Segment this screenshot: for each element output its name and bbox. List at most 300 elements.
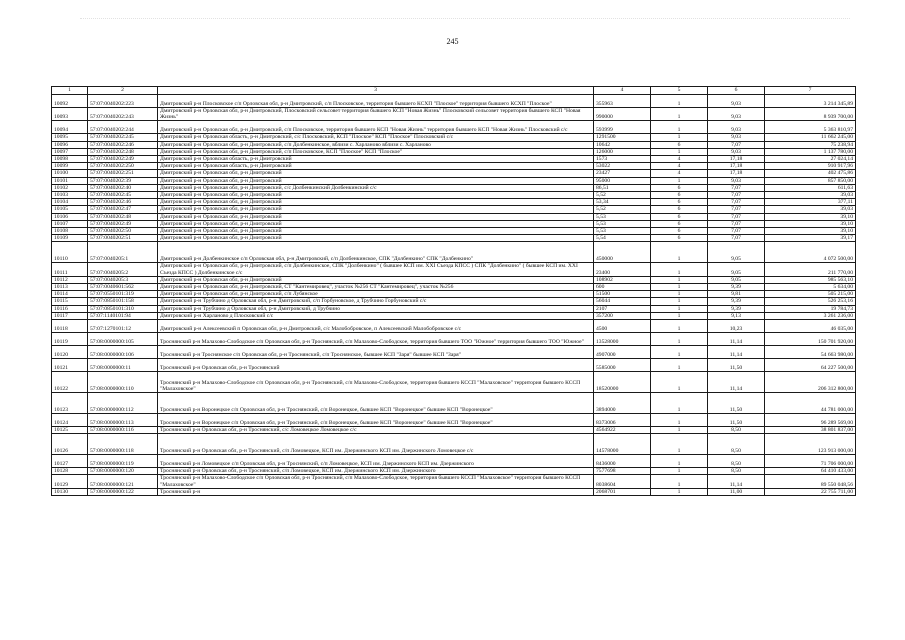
cadastral-value: 4 072 500,00 [765, 242, 856, 263]
record-number: 10121 [52, 359, 88, 372]
rate: 9,05 [708, 276, 765, 283]
cadastral-number: 57:08:0000000:120 [88, 468, 158, 475]
table-row [52, 298, 856, 305]
cadastral-number: 57:07:0040202:46 [88, 199, 158, 206]
table-row [52, 206, 856, 213]
column-number: 6 [708, 87, 765, 95]
area: 4564922 [594, 427, 651, 434]
record-number: 10127 [52, 455, 88, 468]
rate: 7,07 [708, 141, 765, 148]
record-number: 10107 [52, 220, 88, 227]
rate: 7,07 [708, 235, 765, 242]
cadastral-number: 57:07:0850101:158 [88, 298, 158, 305]
area: 1573 [594, 156, 651, 163]
record-number: 10118 [52, 320, 88, 333]
cadastral-value: 19 784,73 [765, 305, 856, 312]
table-row [52, 141, 856, 148]
table-row [52, 434, 856, 455]
category-code: 1 [651, 346, 708, 359]
cadastral-number: 57:07:0040205:2 [88, 263, 158, 276]
table-row [52, 170, 856, 177]
table-row [52, 148, 856, 155]
cadastral-value: 89 550 048,56 [765, 475, 856, 488]
area: 7577698 [594, 468, 651, 475]
category-code: 6 [651, 235, 708, 242]
location-description: Дмитровский р-н Орловская обл, р-н Дмитровский, СТ "Кантемировец", участок №256 СТ "Кантемировец", участок №256 [158, 284, 594, 291]
rate: 9,39 [708, 305, 765, 312]
column-number: 3 [158, 87, 594, 95]
table-row [52, 177, 856, 184]
rate: 9,39 [708, 284, 765, 291]
cadastral-value: 611,63 [765, 184, 856, 191]
rate: 9,03 [708, 148, 765, 155]
location-description: Троснянский р-н Орловская обл, р-н Троснянский, с/п Ломовецкое, КСП им. Дзержинского КСП им. Дзержинского Ломовецкое с/с [158, 434, 594, 455]
cadastral-value: 526 253,16 [765, 298, 856, 305]
area: 126000 [594, 148, 651, 155]
location-description: Троснянский р-н Малахово-Слободское с/п Орловская обл, р-н Троснянский, с/п Малахово-Слободское, территория бывшего КССП "Малаховское" территория бывшего КССП "Малаховское" [158, 475, 594, 488]
cadastral-number: 57:08:0000000:116 [88, 427, 158, 434]
location-description: Троснянский р-н Воронецкое с/п Орловская обл, р-н Троснянский, с/п Воронецкое, бывшее КСП "Воронецкое" бывшее КСП "Воронецкое" [158, 414, 594, 427]
cadastral-number: 57:08:0000000:106 [88, 346, 158, 359]
category-code: 1 [651, 427, 708, 434]
record-number: 10106 [52, 213, 88, 220]
area: 600 [594, 284, 651, 291]
location-description: Дмитровский р-н Орловская обл, р-н Дмитровский [158, 220, 594, 227]
location-description: Троснянский р-н Малахово-Слободское с/п Орловская обл, р-н Троснянский, с/п Малахово-Слободское, территория бывшего КССП "Малаховское" территория бывшего КССП "Малаховское" [158, 372, 594, 393]
scan-noise [80, 18, 850, 21]
table-row [52, 305, 856, 312]
cadastral-value: 39,10 [765, 228, 856, 235]
rate: 9,05 [708, 263, 765, 276]
category-code: 1 [651, 263, 708, 276]
rate: 11,50 [708, 393, 765, 414]
cadastral-number: 57:07:0850101:310 [88, 305, 158, 312]
rate: 9,39 [708, 298, 765, 305]
location-description: Дмитровский р-н Орловская обл, р-н Дмитровский, с/п Долбенкинское, СПК "Долбенкино" ( бывшее КСП им. XXI Съезда КПСС ) СПК "Долбенкино" ( бывшее КСП им. XXI Съезда КПСС ) Долбенкинское с/с [158, 263, 594, 276]
location-description: Дмитровский р-н Трубчино д Орловская обл, р-н Дмитровский, д Трубчино [158, 305, 594, 312]
table-row [52, 312, 856, 319]
location-description: Дмитровский р-н Орловская обл, р-н Дмитровский [158, 213, 594, 220]
table-row [52, 228, 856, 235]
table-row [52, 235, 856, 242]
cadastral-number: 57:07:0040202:244 [88, 121, 158, 134]
area: 450000 [594, 242, 651, 263]
table-row [52, 393, 856, 414]
record-number: 10116 [52, 305, 88, 312]
rate: 10,23 [708, 320, 765, 333]
category-code: 1 [651, 276, 708, 283]
table-row [52, 320, 856, 333]
cadastral-value: 5 363 810,97 [765, 121, 856, 134]
table-row [52, 108, 856, 121]
table-row [52, 220, 856, 227]
record-number: 10099 [52, 163, 88, 170]
category-code: 1 [651, 148, 708, 155]
location-description: Дмитровский р-н Орловская обл, р-н Дмитровский, с/с Долбенкинский Долбенкинский с/с [158, 184, 594, 191]
category-code: 1 [651, 333, 708, 346]
location-description: Дмитровский р-н Орловская область, р-н Дмитровский, с/с Плосковский, КСП "Плоское" КСП "Плоское" Плосковский с/с [158, 134, 594, 141]
area: 13528000 [594, 333, 651, 346]
table-row [52, 156, 856, 163]
rate: 9,81 [708, 291, 765, 298]
cadastral-value: 22 755 711,00 [765, 488, 856, 495]
cadastral-number: 57:07:1140101:94 [88, 312, 158, 319]
table-row [52, 475, 856, 488]
record-number: 10098 [52, 156, 88, 163]
location-description: Троснянский р-н Воронецкое с/п Орловская обл, р-н Троснянский, с/п Воронецкое, бывшее КСП "Воронецкое" бывшее КСП "Воронецкое" [158, 393, 594, 414]
area: 53,34 [594, 199, 651, 206]
cadastral-value: 5 634,00 [765, 284, 856, 291]
category-code: 1 [651, 312, 708, 319]
record-number: 10114 [52, 291, 88, 298]
location-description: Троснянский р-н Орловская обл, р-н Троснянский, с/п Ломовецкое, КСП им. Дзержинского КСП им. Дзержинского [158, 468, 594, 475]
cadastral-number: 57:07:0040202:48 [88, 213, 158, 220]
cadastral-number: 57:07:0040202:243 [88, 108, 158, 121]
table-body [52, 87, 856, 496]
cadastral-number: 57:07:0040202:223 [88, 95, 158, 108]
location-description: Дмитровский р-н Орловская обл, р-н Дмитровский, с/п Долбенкинское, вблизи с. Харланово вблизи с. Харланово [158, 141, 594, 148]
record-number: 10111 [52, 263, 88, 276]
record-number: 10104 [52, 199, 88, 206]
cadastral-value: 64 227 500,00 [765, 359, 856, 372]
column-number: 2 [88, 87, 158, 95]
rate: 9,13 [708, 312, 765, 319]
area: 5585000 [594, 359, 651, 372]
table-row [52, 333, 856, 346]
land-register-table [51, 86, 856, 496]
table-row [52, 427, 856, 434]
location-description: Дмитровский р-н Орловская область, р-н Дмитровский [158, 156, 594, 163]
area: 8436000 [594, 455, 651, 468]
cadastral-value: 71 706 000,00 [765, 455, 856, 468]
cadastral-number: 57:07:0040202:246 [88, 141, 158, 148]
area: 51500 [594, 291, 651, 298]
record-number: 10109 [52, 235, 88, 242]
category-code: 1 [651, 320, 708, 333]
table-row [52, 372, 856, 393]
rate: 9,03 [708, 121, 765, 134]
cadastral-number: 57:08:0000000:110 [88, 372, 158, 393]
cadastral-number: 57:08:0000000:113 [88, 414, 158, 427]
location-description: Дмитровский р-н Орловская обл, р-н Дмитровский [158, 199, 594, 206]
category-code: 1 [651, 121, 708, 134]
rate: 11,50 [708, 359, 765, 372]
table-row [52, 263, 856, 276]
area: 357200 [594, 312, 651, 319]
cadastral-value: 910 917,96 [765, 163, 856, 170]
area: 14578000 [594, 434, 651, 455]
cadastral-value: 39,10 [765, 213, 856, 220]
cadastral-number: 57:08:0000000:121 [88, 475, 158, 488]
record-number: 10110 [52, 242, 88, 263]
category-code: 1 [651, 475, 708, 488]
rate: 9,03 [708, 134, 765, 141]
cadastral-value: 64 410 433,00 [765, 468, 856, 475]
table-row [52, 291, 856, 298]
cadastral-value: 75 238,94 [765, 141, 856, 148]
cadastral-number: 57:07:0040202:49 [88, 220, 158, 227]
record-number: 10108 [52, 228, 88, 235]
cadastral-number: 57:07:0040202:250 [88, 163, 158, 170]
cadastral-value: 39,03 [765, 206, 856, 213]
column-number: 4 [594, 87, 651, 95]
category-code: 1 [651, 134, 708, 141]
area: 10642 [594, 141, 651, 148]
cadastral-value: 857 850,00 [765, 177, 856, 184]
location-description: Троснянский р-н Орловская обл, р-н Троснянский [158, 359, 594, 372]
column-number: 5 [651, 87, 708, 95]
cadastral-number: 57:07:1270101:12 [88, 320, 158, 333]
location-description: Дмитровский р-н Орловская обл, р-н Дмитровский, с/п Плосковское, КСП "Плоское" КСП "Плоское" [158, 148, 594, 155]
rate: 9,05 [708, 242, 765, 263]
rate: 11,14 [708, 372, 765, 393]
area: 593999 [594, 121, 651, 134]
location-description: Дмитровский р-н Орловская обл, р-н Дмитровский [158, 228, 594, 235]
area: 8038604 [594, 475, 651, 488]
category-code: 1 [651, 108, 708, 121]
category-code: 1 [651, 298, 708, 305]
cadastral-value: 44 781 000,00 [765, 393, 856, 414]
cadastral-value: 8 939 700,00 [765, 108, 856, 121]
cadastral-value: 54 663 980,00 [765, 346, 856, 359]
location-description: Дмитровский р-н Алексеевский п Орловская обл, р-н Дмитровский, с/с Малобобровское, п Алексеевский Малобобровское с/с [158, 320, 594, 333]
area: 18520000 [594, 372, 651, 393]
cadastral-value: 211 770,00 [765, 263, 856, 276]
cadastral-value: 39,03 [765, 192, 856, 199]
record-number: 10120 [52, 346, 88, 359]
record-number: 10117 [52, 312, 88, 319]
area: 5,53 [594, 228, 651, 235]
area: 53022 [594, 163, 651, 170]
cadastral-value: 39,10 [765, 220, 856, 227]
rate: 7,07 [708, 213, 765, 220]
table-row [52, 359, 856, 372]
table-row [52, 163, 856, 170]
cadastral-value: 1 137 780,00 [765, 148, 856, 155]
cadastral-number: 57:07:0040202:248 [88, 148, 158, 155]
rate: 7,07 [708, 228, 765, 235]
category-code: 1 [651, 359, 708, 372]
table-row [52, 192, 856, 199]
location-description: Дмитровский р-н Орловская обл, р-н Дмитровский [158, 235, 594, 242]
cadastral-number: 57:07:0040202:249 [88, 156, 158, 163]
table-row [52, 455, 856, 468]
category-code: 6 [651, 184, 708, 191]
area: 5,54 [594, 235, 651, 242]
record-number: 10096 [52, 141, 88, 148]
cadastral-number: 57:08:0000000:122 [88, 488, 158, 495]
record-number: 10113 [52, 284, 88, 291]
table-row [52, 414, 856, 427]
location-description: Дмитровский р-н Орловская обл, р-н Дмитровский [158, 206, 594, 213]
record-number: 10119 [52, 333, 88, 346]
area: 86,51 [594, 184, 651, 191]
rate: 7,07 [708, 220, 765, 227]
record-number: 10101 [52, 177, 88, 184]
category-code: 1 [651, 372, 708, 393]
cadastral-number: 57:07:0040205:3 [88, 276, 158, 283]
area: 4907000 [594, 346, 651, 359]
cadastral-value: 46 035,00 [765, 320, 856, 333]
cadastral-value: 96 289 569,00 [765, 414, 856, 427]
area: 23400 [594, 263, 651, 276]
cadastral-number: 57:07:0040205:1 [88, 242, 158, 263]
record-number: 10112 [52, 276, 88, 283]
cadastral-value: 985 563,10 [765, 276, 856, 283]
category-code: 6 [651, 192, 708, 199]
rate: 17,18 [708, 170, 765, 177]
cadastral-value: 38 801 837,00 [765, 427, 856, 434]
table-row [52, 121, 856, 134]
category-code: 1 [651, 284, 708, 291]
record-number: 10130 [52, 488, 88, 495]
column-number: 1 [52, 87, 88, 95]
location-description: Дмитровский р-н Долбенкинское с/п Орловская обл, р-н Дмитровский, с/п Долбенкинское, СПК "Долбенкино" СПК "Долбенкино" [158, 242, 594, 263]
cadastral-value: 11 662 245,00 [765, 134, 856, 141]
category-code: 6 [651, 206, 708, 213]
area: 1291500 [594, 134, 651, 141]
cadastral-number: 57:07:0040202:251 [88, 170, 158, 177]
table-row [52, 346, 856, 359]
location-description: Дмитровский р-н Орловская обл, р-н Дмитровский, с/п Плосковское, территория бывшего КСП "Новая Жизнь" территория бывшего КСП "Новая Жизнь" Плосковский с/с [158, 121, 594, 134]
location-description: Дмитровский р-н Харланово д Плосковский с/с [158, 312, 594, 319]
cadastral-number: 57:07:0040202:51 [88, 235, 158, 242]
rate: 8,50 [708, 434, 765, 455]
cadastral-number: 57:07:0040202:245 [88, 134, 158, 141]
location-description: Дмитровский р-н Орловская обл, р-н Дмитровский [158, 276, 594, 283]
cadastral-value: 3 261 236,00 [765, 312, 856, 319]
cadastral-number: 57:07:0040601:562 [88, 284, 158, 291]
area: 3894000 [594, 393, 651, 414]
cadastral-value: 206 312 800,00 [765, 372, 856, 393]
area: 5,52 [594, 206, 651, 213]
cadastral-value: 377,11 [765, 199, 856, 206]
category-code: 4 [651, 170, 708, 177]
column-number-row [52, 87, 856, 95]
cadastral-number: 57:07:0040202:40 [88, 184, 158, 191]
record-number: 10123 [52, 393, 88, 414]
category-code: 4 [651, 163, 708, 170]
record-number: 10093 [52, 108, 88, 121]
location-description: Дмитровский р-н Орловская обл, р-н Дмитровский, Плосковский сельсовет территория бывшего КСП "Новая Жизнь" Плосковский сельсовет территория бывшего КСП "Новая Жизнь" [158, 108, 594, 121]
rate: 7,07 [708, 192, 765, 199]
cadastral-value: 27 024,14 [765, 156, 856, 163]
cadastral-number: 57:08:0000000:105 [88, 333, 158, 346]
rate: 8,50 [708, 455, 765, 468]
cadastral-value: 123 913 000,00 [765, 434, 856, 455]
rate: 9,03 [708, 108, 765, 121]
area: 2068701 [594, 488, 651, 495]
cadastral-value: 39,17 [765, 235, 856, 242]
rate: 8,50 [708, 468, 765, 475]
location-description: Троснянский р-н Орловская обл, р-н Троснянский, с/с Ломовецкое Ломовецкое с/с [158, 427, 594, 434]
rate: 9,03 [708, 177, 765, 184]
cadastral-value: 3 214 345,89 [765, 95, 856, 108]
rate: 7,07 [708, 184, 765, 191]
cadastral-number: 57:07:0040202:39 [88, 177, 158, 184]
category-code: 6 [651, 141, 708, 148]
area: 8373006 [594, 414, 651, 427]
record-number: 10126 [52, 434, 88, 455]
rate: 7,07 [708, 206, 765, 213]
cadastral-number: 57:08:0000000:11 [88, 359, 158, 372]
category-code: 6 [651, 228, 708, 235]
category-code: 1 [651, 305, 708, 312]
area: 990000 [594, 108, 651, 121]
area: 5,53 [594, 213, 651, 220]
rate: 11,50 [708, 414, 765, 427]
area: 355963 [594, 95, 651, 108]
location-description: Дмитровский р-н Орловская обл, р-н Дмитровский [158, 192, 594, 199]
cadastral-value: 505 215,00 [765, 291, 856, 298]
rate: 11,00 [708, 488, 765, 495]
location-description: Дмитровский р-н Орловская обл, р-н Дмитровский, с/п Лубянское [158, 291, 594, 298]
record-number: 10094 [52, 121, 88, 134]
table-row [52, 95, 856, 108]
table-row [52, 468, 856, 475]
rate: 9,03 [708, 95, 765, 108]
record-number: 10097 [52, 148, 88, 155]
category-code: 1 [651, 177, 708, 184]
category-code: 6 [651, 220, 708, 227]
rate: 11,14 [708, 475, 765, 488]
category-code: 1 [651, 468, 708, 475]
cadastral-value: 150 701 920,00 [765, 333, 856, 346]
category-code: 1 [651, 434, 708, 455]
rate: 11,14 [708, 333, 765, 346]
area: 2107 [594, 305, 651, 312]
location-description: Троснянский р-н Ломовецкое с/п Орловская обл, р-н Троснянский, с/п Ломовецкое, КСП им. Дзержинского КСП им. Дзержинского [158, 455, 594, 468]
area: 108902 [594, 276, 651, 283]
record-number: 10129 [52, 475, 88, 488]
location-description: Троснянский р-н [158, 488, 594, 495]
record-number: 10125 [52, 427, 88, 434]
column-number: 7 [765, 87, 856, 95]
category-code: 6 [651, 213, 708, 220]
location-description: Дмитровский р-н Орловская обл, р-н Дмитровский [158, 170, 594, 177]
cadastral-number: 57:07:0040202:45 [88, 192, 158, 199]
cadastral-number: 57:07:0550101:319 [88, 291, 158, 298]
cadastral-number: 57:08:0000000:119 [88, 455, 158, 468]
area: 56044 [594, 298, 651, 305]
table-row [52, 134, 856, 141]
rate: 17,18 [708, 163, 765, 170]
category-code: 1 [651, 488, 708, 495]
location-description: Троснянский р-н Малахово-Слободское с/п Орловская обл, р-н Троснянский, с/п Малахово-Слободское, территория бывшего ТОО "Южное" территория бывшего ТОО "Южное" [158, 333, 594, 346]
location-description: Дмитровский р-н Плосковское с/п Орловская обл, р-н Дмитровский, с/п Плосковское, территория бывшего КСХП "Плоское" территория бывшего КСХП "Плоское" [158, 95, 594, 108]
location-description: Троснянский р-н Троснянское с/п Орловская обл, р-н Троснянский, с/п Троснянское, бывшее КСП "Заря" бывшее КСП "Заря" [158, 346, 594, 359]
rate: 17,18 [708, 156, 765, 163]
table-row [52, 199, 856, 206]
table-row [52, 276, 856, 283]
category-code: 1 [651, 393, 708, 414]
record-number: 10103 [52, 192, 88, 199]
table-row [52, 213, 856, 220]
category-code: 1 [651, 414, 708, 427]
cadastral-value: 402 475,86 [765, 170, 856, 177]
category-code: 1 [651, 95, 708, 108]
category-code: 4 [651, 156, 708, 163]
rate: 7,07 [708, 199, 765, 206]
record-number: 10128 [52, 468, 88, 475]
area: 5,52 [594, 192, 651, 199]
category-code: 6 [651, 199, 708, 206]
record-number: 10122 [52, 372, 88, 393]
record-number: 10115 [52, 298, 88, 305]
cadastral-number: 57:07:0040202:50 [88, 228, 158, 235]
location-description: Дмитровский р-н Орловская обл, р-н Дмитровский [158, 177, 594, 184]
category-code: 1 [651, 455, 708, 468]
